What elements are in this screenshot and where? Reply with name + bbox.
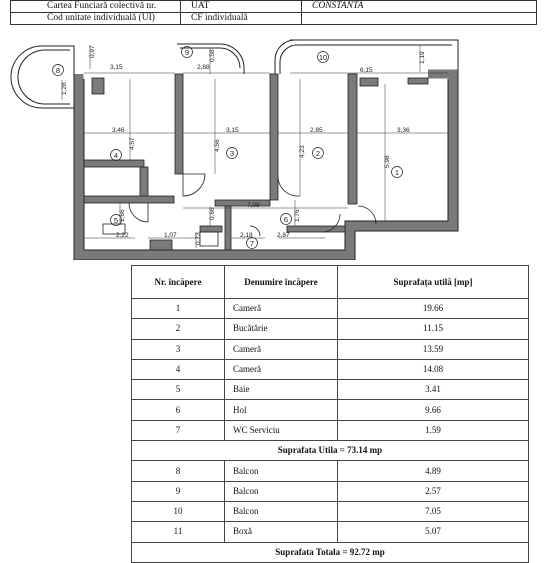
- suprafata-totala: Suprafata Totala = 92.72 mp: [132, 542, 529, 562]
- dimension-label: 1,07: [164, 232, 177, 239]
- room-area: 2.57: [338, 481, 529, 501]
- room-number: 5: [113, 216, 119, 225]
- room-number: 1: [394, 168, 400, 177]
- rooms-table: [131, 265, 529, 563]
- room-name: Bucătărie: [225, 319, 338, 339]
- room-name: WC Serviciu: [225, 420, 338, 440]
- uat-value: CONSTANTA: [302, 1, 537, 13]
- header-table: [10, 0, 537, 25]
- room-area: 13.59: [338, 339, 529, 359]
- table-row: [132, 359, 529, 379]
- dimension-label: 3,46: [112, 127, 125, 134]
- dimension-label: 1,76: [294, 209, 301, 222]
- dimension-label: 0,97: [89, 45, 96, 58]
- room-area: 1.59: [338, 420, 529, 440]
- table-row: [132, 461, 529, 481]
- dimension-label: 2,18: [240, 232, 253, 239]
- room-nr: 4: [132, 359, 225, 379]
- dimension-label: 0,73: [195, 232, 202, 245]
- room-number: 9: [184, 48, 190, 57]
- room-area: 9.66: [338, 400, 529, 420]
- dimension-label: 2,22: [116, 232, 129, 239]
- uat-label: UAT: [181, 1, 302, 13]
- table-header-row: [132, 266, 529, 299]
- dimension-label: 4,23: [299, 145, 306, 158]
- room-nr: 1: [132, 299, 225, 319]
- dimension-label: 6,15: [360, 67, 373, 74]
- table-row: [132, 420, 529, 440]
- room-area: 7.05: [338, 501, 529, 521]
- dimension-label: 3,36: [397, 127, 410, 134]
- table-row: [132, 339, 529, 359]
- table-row: [132, 319, 529, 339]
- room-nr: 2: [132, 319, 225, 339]
- room-area: 3.41: [338, 380, 529, 400]
- room-name: Balcon: [225, 501, 338, 521]
- room-name: Balcon: [225, 481, 338, 501]
- room-nr: 5: [132, 380, 225, 400]
- dimension-label: 1,28: [61, 82, 68, 95]
- table-row: [132, 380, 529, 400]
- total-row: [132, 542, 529, 562]
- room-nr: 11: [132, 522, 225, 542]
- room-number: 4: [113, 151, 119, 160]
- room-number: 6: [283, 215, 289, 224]
- room-number: 2: [315, 149, 321, 158]
- room-name: Hol: [225, 400, 338, 420]
- room-name: Cameră: [225, 339, 338, 359]
- dimension-label: 0,58: [209, 49, 216, 62]
- room-area: 5.07: [338, 522, 529, 542]
- room-number: 3: [229, 149, 235, 158]
- table-row: [132, 481, 529, 501]
- dimension-label: 2,85: [310, 127, 323, 134]
- room-nr: 7: [132, 420, 225, 440]
- dimension-label: 4,56: [214, 139, 221, 152]
- subtotal-row: [132, 441, 529, 461]
- room-name: Baie: [225, 380, 338, 400]
- dimension-label: 3,15: [226, 127, 239, 134]
- room-name: Boxă: [225, 522, 338, 542]
- room-nr: 10: [132, 501, 225, 521]
- room-number: 7: [249, 239, 255, 248]
- room-number: 10: [318, 53, 328, 62]
- col-denumire-header: Denumire încăpere: [225, 266, 338, 299]
- dimension-label: 3,15: [110, 64, 123, 71]
- cf-individuala-label: CF individuală: [181, 13, 302, 25]
- dimension-label: 5,98: [384, 155, 391, 168]
- room-name: Cameră: [225, 359, 338, 379]
- dimension-labels: [61, 45, 426, 245]
- room-area: 11.15: [338, 319, 529, 339]
- col-suprafata-header: Suprafața utilă [mp]: [338, 266, 529, 299]
- room-nr: 6: [132, 400, 225, 420]
- dimension-label: 2,87: [277, 232, 290, 239]
- room-area: 4.89: [338, 461, 529, 481]
- dimension-label: 1,66: [119, 209, 126, 222]
- cf-individuala-value: [302, 13, 537, 25]
- header-row: [11, 13, 537, 25]
- dimension-label: 0,66: [209, 207, 216, 220]
- dimension-label: 7,08: [247, 202, 260, 209]
- col-nr-header: Nr. încăpere: [132, 266, 225, 299]
- table-row: [132, 400, 529, 420]
- cod-ui-label: Cod unitate individuală (UI): [11, 13, 181, 25]
- dimension-label: 1,19: [419, 51, 426, 64]
- table-row: [132, 522, 529, 542]
- room-area: 19.66: [338, 299, 529, 319]
- dimension-label: 2,88: [197, 64, 210, 71]
- cf-colectiva-label: Cartea Funciară colectivă nr.: [11, 1, 181, 13]
- dimension-label: 4,57: [129, 137, 136, 150]
- room-nr: 9: [132, 481, 225, 501]
- room-name: Cameră: [225, 299, 338, 319]
- header-row: [11, 1, 537, 13]
- room-area: 14.08: [338, 359, 529, 379]
- floor-plan: [0, 28, 557, 260]
- room-nr: 8: [132, 461, 225, 481]
- room-number: 8: [55, 66, 61, 75]
- room-name: Balcon: [225, 461, 338, 481]
- table-row: [132, 299, 529, 319]
- room-nr: 3: [132, 339, 225, 359]
- suprafata-utila: Suprafata Utila = 73.14 mp: [132, 441, 529, 461]
